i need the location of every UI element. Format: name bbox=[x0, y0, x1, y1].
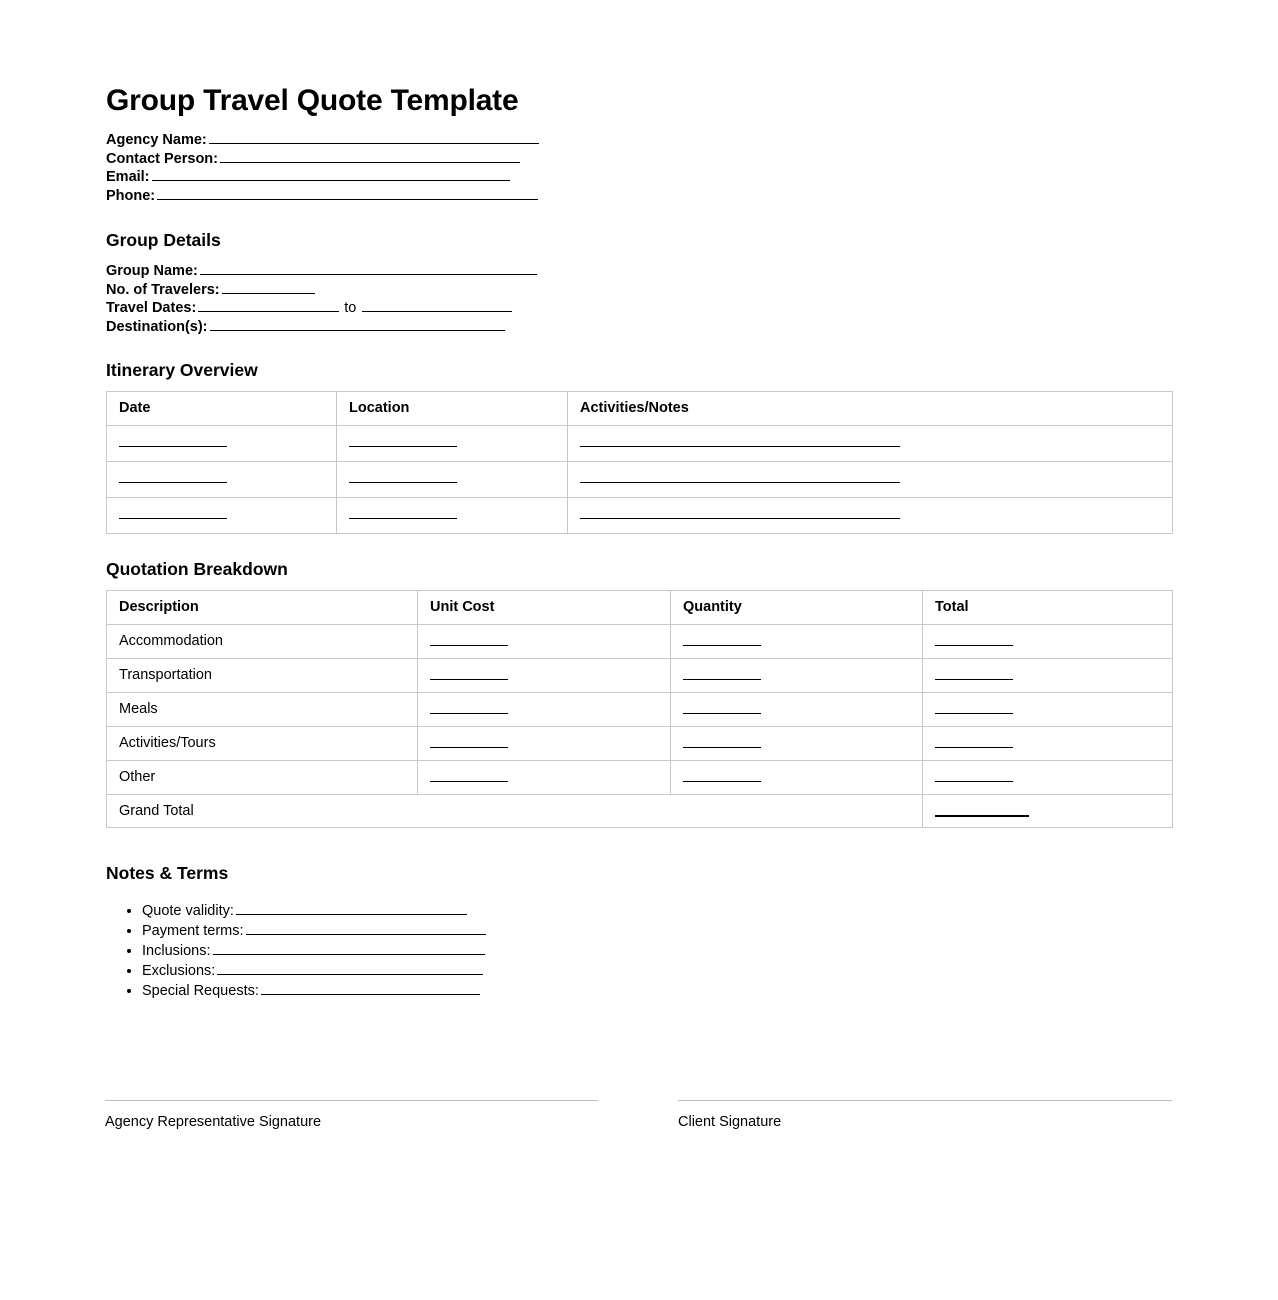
field-label: Travel Dates: bbox=[106, 300, 197, 316]
itinerary-table bbox=[106, 391, 1173, 534]
activities-input-rule[interactable] bbox=[580, 434, 900, 447]
column-header-date: Date bbox=[107, 392, 337, 426]
section-heading-quotation-breakdown: Quotation Breakdown bbox=[106, 559, 288, 579]
quotation-description-cell bbox=[107, 693, 418, 727]
itinerary-date-cell[interactable] bbox=[107, 462, 337, 498]
quotation-total-cell[interactable] bbox=[923, 727, 1173, 761]
itinerary-location-cell[interactable] bbox=[337, 426, 568, 462]
itinerary-location-cell[interactable] bbox=[337, 498, 568, 534]
unit-cost-input-rule[interactable] bbox=[430, 701, 508, 714]
field-label: Agency Name: bbox=[106, 132, 207, 148]
date-input-rule[interactable] bbox=[119, 470, 227, 483]
grand-total-cell[interactable] bbox=[923, 795, 1173, 828]
quotation-description-cell bbox=[107, 761, 418, 795]
item-label: Exclusions: bbox=[142, 963, 216, 979]
list-item[interactable] bbox=[142, 941, 487, 961]
quotation-total-cell[interactable] bbox=[923, 625, 1173, 659]
grand-total-row bbox=[107, 795, 1173, 828]
phone-input-rule[interactable] bbox=[157, 186, 538, 200]
agency-signature-block bbox=[105, 1100, 598, 1131]
table-header-row bbox=[107, 591, 1173, 625]
quantity-input-rule[interactable] bbox=[683, 633, 761, 646]
quote-validity-input-rule[interactable] bbox=[236, 901, 467, 915]
quotation-total-cell[interactable] bbox=[923, 659, 1173, 693]
total-input-rule[interactable] bbox=[935, 667, 1013, 680]
field-no-of-travelers[interactable] bbox=[106, 280, 538, 299]
quotation-quantity-cell[interactable] bbox=[671, 761, 923, 795]
quotation-quantity-cell[interactable] bbox=[671, 659, 923, 693]
signature-line[interactable] bbox=[678, 1100, 1172, 1101]
field-agency-name[interactable] bbox=[106, 130, 540, 149]
list-item[interactable] bbox=[142, 901, 487, 921]
email-input-rule[interactable] bbox=[152, 167, 510, 181]
field-label: Contact Person: bbox=[106, 150, 218, 167]
travel-date-end-input-rule[interactable] bbox=[362, 298, 512, 312]
quotation-description-cell bbox=[107, 625, 418, 659]
row-label: Activities/Tours bbox=[119, 735, 216, 751]
location-input-rule[interactable] bbox=[349, 434, 457, 447]
quotation-description-cell bbox=[107, 727, 418, 761]
quotation-unit-cost-cell[interactable] bbox=[418, 761, 671, 795]
column-header-quantity: Quantity bbox=[671, 591, 923, 625]
field-label: Destination(s): bbox=[106, 318, 208, 335]
field-destinations[interactable] bbox=[106, 317, 538, 336]
quotation-quantity-cell[interactable] bbox=[671, 625, 923, 659]
inclusions-input-rule[interactable] bbox=[213, 941, 485, 955]
list-item[interactable] bbox=[142, 961, 487, 981]
column-header-location: Location bbox=[337, 392, 568, 426]
agency-info-block bbox=[106, 130, 540, 204]
field-contact-person[interactable] bbox=[106, 149, 540, 168]
quotation-unit-cost-cell[interactable] bbox=[418, 625, 671, 659]
column-header-description: Description bbox=[107, 591, 418, 625]
item-label: Special Requests: bbox=[142, 983, 259, 999]
quantity-input-rule[interactable] bbox=[683, 667, 761, 680]
table-row bbox=[107, 498, 1173, 534]
row-label: Transportation bbox=[119, 667, 212, 683]
item-label: Inclusions: bbox=[142, 943, 211, 959]
quotation-description-cell bbox=[107, 659, 418, 693]
list-item[interactable] bbox=[142, 981, 487, 1001]
field-label: No. of Travelers: bbox=[106, 281, 220, 298]
unit-cost-input-rule[interactable] bbox=[430, 633, 508, 646]
page-title: Group Travel Quote Template bbox=[106, 84, 519, 117]
exclusions-input-rule[interactable] bbox=[217, 961, 483, 975]
quotation-table bbox=[106, 590, 1173, 828]
item-label: Quote validity: bbox=[142, 903, 234, 919]
activities-input-rule[interactable] bbox=[580, 506, 900, 519]
quotation-quantity-cell[interactable] bbox=[671, 727, 923, 761]
date-input-rule[interactable] bbox=[119, 434, 227, 447]
itinerary-activities-cell[interactable] bbox=[568, 462, 1173, 498]
destinations-input-rule[interactable] bbox=[210, 317, 505, 331]
quantity-input-rule[interactable] bbox=[683, 769, 761, 782]
client-signature-block bbox=[678, 1100, 1172, 1131]
unit-cost-input-rule[interactable] bbox=[430, 769, 508, 782]
column-header-activities-notes: Activities/Notes bbox=[568, 392, 1173, 426]
itinerary-location-cell[interactable] bbox=[337, 462, 568, 498]
signature-caption: Agency Representative Signature bbox=[105, 1114, 322, 1130]
field-label: Email: bbox=[106, 169, 150, 185]
column-header-unit-cost: Unit Cost bbox=[418, 591, 671, 625]
contact-person-input-rule[interactable] bbox=[220, 149, 520, 163]
signature-caption: Client Signature bbox=[678, 1114, 782, 1130]
travel-date-start-input-rule[interactable] bbox=[198, 298, 339, 312]
table-row bbox=[107, 659, 1173, 693]
total-input-rule[interactable] bbox=[935, 701, 1013, 714]
section-heading-notes-terms: Notes & Terms bbox=[106, 863, 229, 883]
row-label: Other bbox=[119, 769, 156, 785]
table-row bbox=[107, 761, 1173, 795]
table-row bbox=[107, 693, 1173, 727]
list-item[interactable] bbox=[142, 921, 487, 941]
location-input-rule[interactable] bbox=[349, 506, 457, 519]
row-label: Meals bbox=[119, 701, 158, 717]
activities-input-rule[interactable] bbox=[580, 470, 900, 483]
quotation-unit-cost-cell[interactable] bbox=[418, 659, 671, 693]
unit-cost-input-rule[interactable] bbox=[430, 667, 508, 680]
row-label: Accommodation bbox=[119, 633, 223, 649]
payment-terms-input-rule[interactable] bbox=[246, 921, 486, 935]
table-row bbox=[107, 426, 1173, 462]
field-group-name[interactable] bbox=[106, 261, 538, 280]
table-header-row bbox=[107, 392, 1173, 426]
table-row bbox=[107, 625, 1173, 659]
table-row bbox=[107, 462, 1173, 498]
section-heading-itinerary-overview: Itinerary Overview bbox=[106, 360, 258, 380]
location-input-rule[interactable] bbox=[349, 470, 457, 483]
quotation-unit-cost-cell[interactable] bbox=[418, 727, 671, 761]
quotation-quantity-cell[interactable] bbox=[671, 693, 923, 727]
group-name-input-rule[interactable] bbox=[200, 261, 537, 275]
travel-dates-separator: to bbox=[344, 300, 357, 316]
field-label: Phone: bbox=[106, 187, 156, 204]
date-input-rule[interactable] bbox=[119, 506, 227, 519]
special-requests-input-rule[interactable] bbox=[261, 981, 480, 995]
grand-total-input-rule[interactable] bbox=[935, 803, 1029, 817]
total-input-rule[interactable] bbox=[935, 769, 1013, 782]
quotation-unit-cost-cell[interactable] bbox=[418, 693, 671, 727]
itinerary-activities-cell[interactable] bbox=[568, 426, 1173, 462]
no-of-travelers-input-rule[interactable] bbox=[222, 280, 315, 294]
itinerary-date-cell[interactable] bbox=[107, 498, 337, 534]
item-label: Payment terms: bbox=[142, 923, 244, 939]
signature-line[interactable] bbox=[105, 1100, 598, 1101]
itinerary-activities-cell[interactable] bbox=[568, 498, 1173, 534]
quantity-input-rule[interactable] bbox=[683, 735, 761, 748]
itinerary-date-cell[interactable] bbox=[107, 426, 337, 462]
agency-name-input-rule[interactable] bbox=[209, 130, 539, 144]
field-email[interactable] bbox=[106, 167, 540, 186]
quantity-input-rule[interactable] bbox=[683, 701, 761, 714]
column-header-total: Total bbox=[923, 591, 1173, 625]
field-label: Group Name: bbox=[106, 263, 198, 279]
section-heading-group-details: Group Details bbox=[106, 230, 221, 250]
quotation-total-cell[interactable] bbox=[923, 761, 1173, 795]
group-details-block bbox=[106, 261, 538, 335]
grand-total-label: Grand Total bbox=[107, 795, 923, 828]
quotation-total-cell[interactable] bbox=[923, 693, 1173, 727]
table-row bbox=[107, 727, 1173, 761]
unit-cost-input-rule[interactable] bbox=[430, 735, 508, 748]
field-travel-dates[interactable] bbox=[106, 298, 538, 317]
total-input-rule[interactable] bbox=[935, 633, 1013, 646]
field-phone[interactable] bbox=[106, 186, 540, 205]
total-input-rule[interactable] bbox=[935, 735, 1013, 748]
notes-terms-list bbox=[106, 901, 487, 1001]
